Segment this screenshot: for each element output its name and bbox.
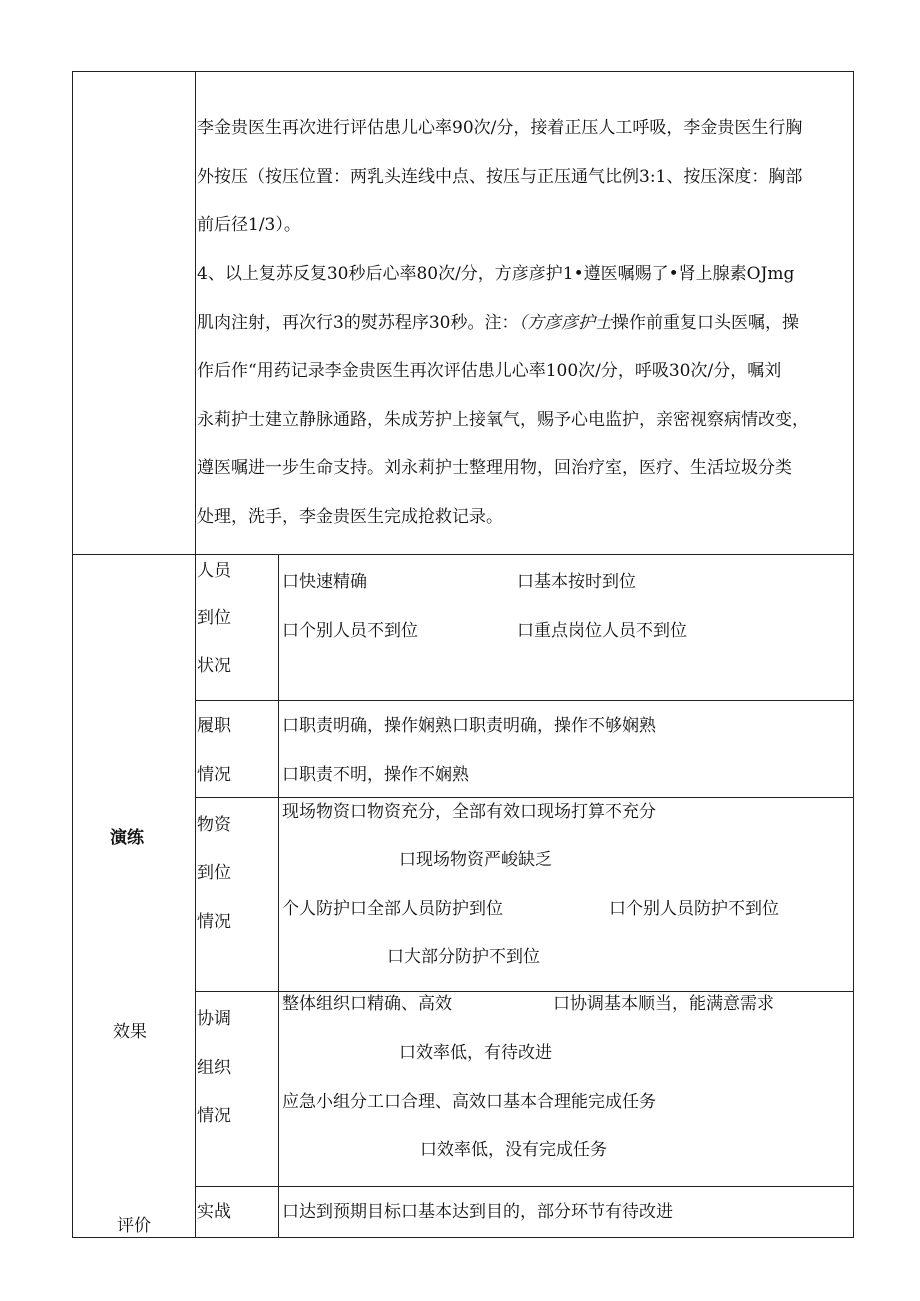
procedure-line-4: 4、以上复苏反复30秒后心率80次/分，方彦彦护1•遵医嘱赐了•肾上腺素OJmg bbox=[197, 264, 795, 284]
procedure-line-5-part-a: 肌肉注射，再次行3的熨苏程序30秒。注： bbox=[197, 313, 519, 333]
coordination-label-1: 协调 bbox=[197, 1009, 231, 1029]
coordination-label-2: 组织 bbox=[197, 1058, 231, 1078]
duty-line-1: 口职责明确，操作娴熟口职责明确，操作不够娴熟 bbox=[282, 716, 656, 736]
coordination-line-2: 口效率低，有待改进 bbox=[399, 1043, 552, 1063]
table-top-border bbox=[72, 71, 854, 72]
row-divider-duty bbox=[195, 797, 854, 798]
row-divider-personnel bbox=[195, 700, 854, 701]
left-label-effect: 效果 bbox=[113, 1022, 147, 1042]
row-divider-procedure bbox=[72, 554, 854, 555]
procedure-line-5-part-c: 操作前重复口头医嘱，操 bbox=[611, 313, 799, 333]
procedure-line-8: 遵医嘱进一步生命支持。刘永莉护士整理用物，回治疗室，医疗、生活垃圾分类 bbox=[197, 458, 792, 478]
procedure-line-2: 外按压（按压位置：两乳头连线中点、按压与正压通气比例3:1、按压深度：胸部 bbox=[197, 167, 803, 187]
row-divider-supplies bbox=[195, 991, 854, 992]
supplies-line-4: 口大部分防护不到位 bbox=[387, 947, 540, 967]
duty-line-2: 口职责不明，操作不娴熟 bbox=[282, 765, 469, 785]
column-divider-2 bbox=[278, 554, 279, 1238]
supplies-line-1: 现场物资口物资充分，全部有效口现场打算不充分 bbox=[282, 802, 656, 822]
left-label-evaluation: 评价 bbox=[117, 1216, 151, 1236]
coordination-line-1b: 口协调基本顺当，能满意需求 bbox=[553, 994, 774, 1014]
row-divider-coordination bbox=[195, 1186, 854, 1187]
duty-label-2: 情况 bbox=[197, 765, 231, 785]
procedure-line-3: 前后径1/3）。 bbox=[197, 215, 301, 235]
supplies-line-2: 口现场物资严峻缺乏 bbox=[399, 850, 552, 870]
procedure-line-7: 永莉护士建立静脉通路，朱成芳护上接氧气，赐予心电监护，亲密视察病情改变， bbox=[197, 410, 809, 430]
duty-label-1: 履职 bbox=[197, 716, 231, 736]
procedure-line-9: 处理，洗手，李金贵医生完成抢救记录。 bbox=[197, 507, 503, 527]
personnel-option-fast: 口快速精确 bbox=[282, 572, 367, 592]
procedure-line-1: 李金贵医生再次进行评估患儿心率90次/分，接着正压人工呼吸，李金贵医生行胸 bbox=[197, 118, 803, 138]
personnel-label-3: 状况 bbox=[197, 656, 231, 676]
table-bottom-border bbox=[72, 1237, 854, 1238]
table-right-border bbox=[853, 71, 854, 1238]
personnel-option-some-absent: 口个别人员不到位 bbox=[282, 621, 418, 641]
combat-label: 实战 bbox=[197, 1202, 231, 1222]
coordination-line-1a: 整体组织口精确、高效 bbox=[282, 994, 452, 1014]
personnel-option-key-absent: 口重点岗位人员不到位 bbox=[517, 621, 687, 641]
coordination-label-3: 情况 bbox=[197, 1106, 231, 1126]
supplies-label-3: 情况 bbox=[197, 912, 231, 932]
supplies-line-3b: 口个别人员防护不到位 bbox=[609, 899, 779, 919]
column-divider-1 bbox=[195, 71, 196, 1238]
procedure-line-5 bbox=[197, 313, 799, 333]
supplies-line-3a: 个人防护口全部人员防护到位 bbox=[282, 899, 503, 919]
combat-line-1: 口达到预期目标口基本达到目的，部分环节有待改进 bbox=[282, 1202, 673, 1222]
personnel-label-1: 人员 bbox=[197, 561, 231, 581]
personnel-label-2: 到位 bbox=[197, 608, 231, 628]
left-label-drill: 演练 bbox=[110, 828, 144, 848]
coordination-line-4: 口效率低，没有完成任务 bbox=[420, 1140, 607, 1160]
table-left-border bbox=[72, 71, 73, 1238]
supplies-label-1: 物资 bbox=[197, 815, 231, 835]
personnel-option-ontime: 口基本按时到位 bbox=[517, 572, 636, 592]
procedure-line-6: 作后作“用药记录李金贵医生再次评估患儿心率100次/分，呼吸30次/分，嘱刘 bbox=[197, 361, 782, 381]
procedure-line-5-part-b: （方彦彦护士 bbox=[518, 313, 612, 333]
supplies-label-2: 到位 bbox=[197, 863, 231, 883]
coordination-line-3: 应急小组分工口合理、高效口基本合理能完成任务 bbox=[282, 1092, 656, 1112]
